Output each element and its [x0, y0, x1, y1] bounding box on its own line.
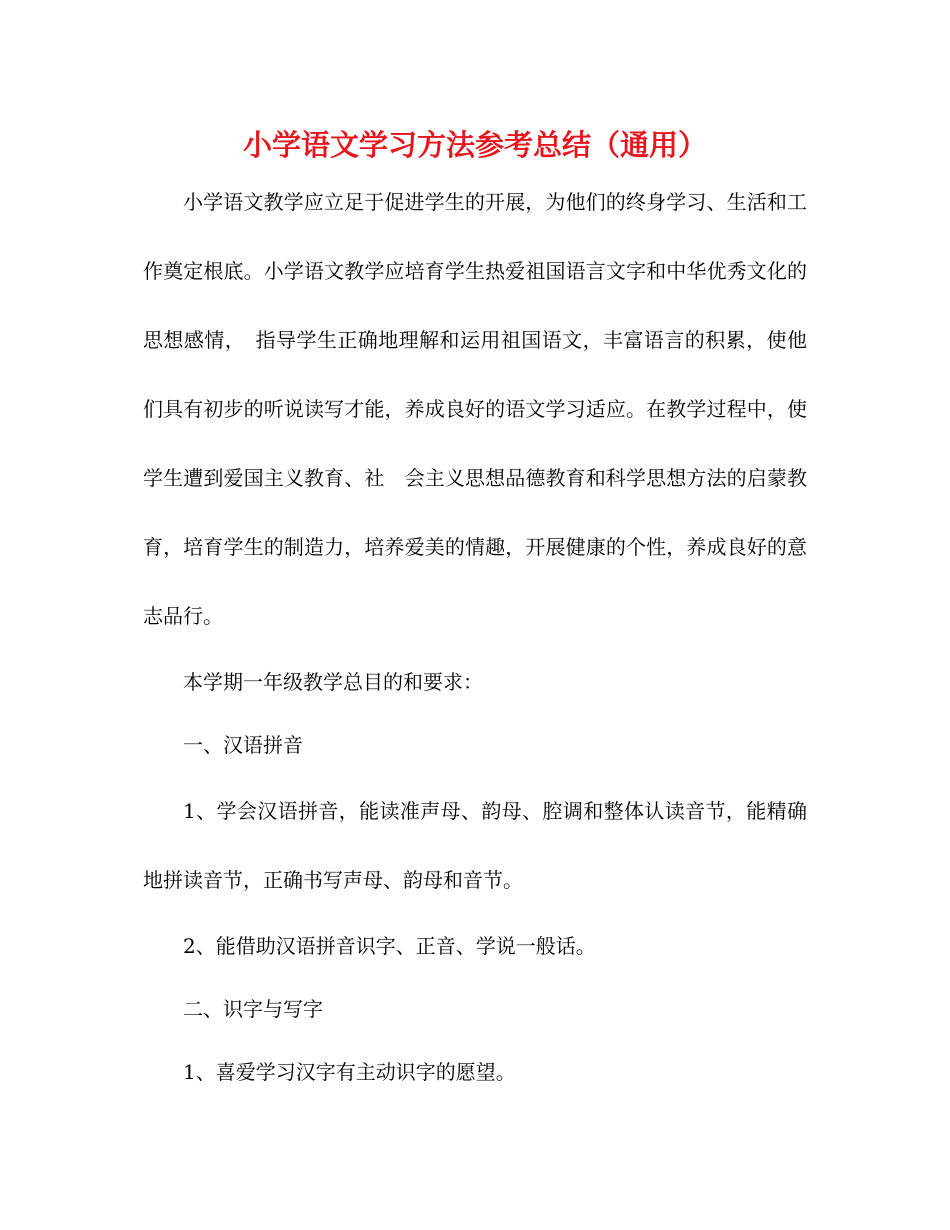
paragraph-pinyin-2: 2、能借助汉语拼音识字、正音、学说一般话。 [183, 934, 596, 958]
paragraph-literacy-1: 1、喜爱学习汉字有主动识字的愿望。 [183, 1060, 516, 1084]
paragraph-goals-heading: 本学期一年级教学总目的和要求： [183, 670, 483, 694]
section-heading-literacy: 二、识字与写字 [183, 997, 323, 1021]
paragraph-intro: 小学语文教学应立足于促进学生的开展，为他们的终身学习、生活和工作奠定根底。小学语文教学应培育学生热爱祖国语言文字和中华优秀文化的思想感情， 指导学生正确地理解和运用祖国语文，丰富语言的积累，使他们具有初步的听说读写才能，养成良好的语文学习适应。在教学过程中，使学生遭到爱国主义教育、社 会主义思想品德教育和科学思想方法的启蒙教育，培育学生的制造力，培养爱美的情趣，开展健康的个性，养成良好的意志品行。 [143, 190, 807, 628]
document-title: 小学语文学习方法参考总结（通用） [242, 128, 707, 162]
paragraph-pinyin-1: 1、学会汉语拼音，能读准声母、韵母、腔调和整体认读音节，能精确地拼读音节，正确书写声母、韵母和音节。 [143, 799, 807, 892]
section-heading-pinyin: 一、汉语拼音 [183, 733, 303, 757]
document-body [143, 168, 807, 1104]
